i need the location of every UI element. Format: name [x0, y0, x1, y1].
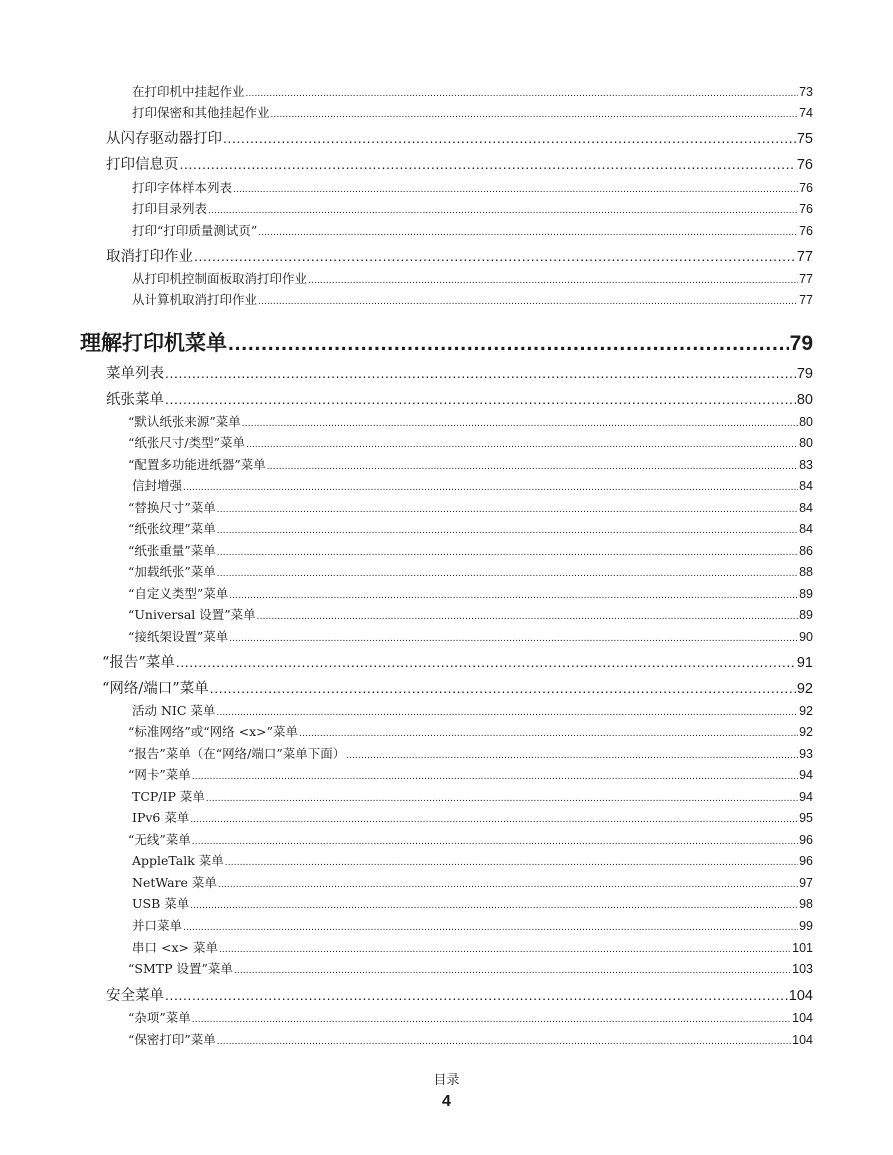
toc-entry-title: 打印目录列表 — [132, 201, 208, 216]
toc-entry-page: 80 — [799, 436, 813, 450]
toc-section-page: 75 — [796, 131, 813, 147]
toc-entry[interactable] — [132, 269, 813, 287]
toc-entry[interactable] — [128, 562, 813, 580]
toc-entry-page: 89 — [799, 587, 813, 601]
toc-entry[interactable] — [128, 722, 813, 740]
toc-entry-title: “默认纸张来源”菜单 — [128, 414, 241, 429]
toc-leader-dots — [229, 633, 798, 644]
toc-entry-page: 92 — [799, 704, 813, 718]
toc-leader-dots — [258, 296, 798, 307]
toc-leader-dots — [192, 771, 798, 782]
toc-entry-page: 98 — [799, 897, 813, 911]
toc-leader-dots — [192, 1014, 791, 1025]
toc-leader-dots — [165, 365, 796, 381]
toc-leader-dots — [192, 836, 798, 847]
toc-entry-page: 94 — [799, 790, 813, 804]
toc-leader-dots — [183, 922, 798, 933]
toc-section-title: 安全菜单 — [106, 988, 164, 1004]
toc-entry[interactable] — [132, 851, 813, 869]
toc-entry[interactable] — [128, 744, 813, 762]
toc-entry-page: 76 — [799, 181, 813, 195]
toc-entry-title: 从打印机控制面板取消打印作业 — [132, 271, 308, 286]
toc-leader-dots — [267, 461, 798, 472]
toc-entry[interactable] — [132, 701, 813, 719]
toc-section-title: 菜单列表 — [106, 366, 164, 382]
toc-entry-title: “替换尺寸”菜单 — [128, 500, 216, 515]
toc-entry-page: 88 — [799, 565, 813, 579]
toc-entry-title: 信封增强 — [132, 478, 183, 493]
toc-section-page: 104 — [788, 988, 813, 1004]
toc-section-page: 77 — [796, 249, 813, 265]
toc-entry-page: 92 — [799, 725, 813, 739]
toc-entry-title: “配置多功能进纸器”菜单 — [128, 457, 266, 472]
toc-entry-title: “纸张尺寸/类型”菜单 — [128, 435, 245, 450]
toc-section-page: 79 — [796, 366, 813, 382]
toc-entry-page: 76 — [799, 202, 813, 216]
toc-section[interactable] — [106, 127, 813, 147]
footer-section-title: 目录 — [433, 1073, 460, 1088]
toc-entry[interactable] — [128, 1030, 813, 1048]
toc-entry-page: 84 — [799, 479, 813, 493]
toc-entry[interactable] — [128, 412, 813, 430]
toc-entry-title: NetWare 菜单 — [132, 875, 217, 890]
toc-entry[interactable] — [132, 808, 813, 826]
toc-section[interactable] — [106, 245, 813, 265]
toc-leader-dots — [190, 900, 798, 911]
toc-leader-dots — [217, 504, 798, 515]
toc-entry[interactable] — [132, 787, 813, 805]
toc-leader-dots — [271, 109, 799, 120]
toc-section[interactable] — [102, 677, 813, 697]
toc-leader-dots — [308, 275, 798, 286]
toc-entry-page: 73 — [799, 85, 813, 99]
toc-entry-page: 99 — [799, 919, 813, 933]
toc-leader-dots — [176, 654, 796, 670]
toc-entry-page: 96 — [799, 833, 813, 847]
toc-entry-page: 104 — [792, 1033, 813, 1047]
toc-section-page: 80 — [796, 392, 813, 408]
toc-leader-dots — [206, 793, 798, 804]
toc-section[interactable] — [102, 651, 813, 671]
toc-entry[interactable] — [132, 476, 813, 494]
toc-entry[interactable] — [128, 765, 813, 783]
toc-leader-dots — [217, 525, 798, 536]
toc-leader-dots — [223, 130, 796, 146]
toc-entry-page: 86 — [799, 544, 813, 558]
toc-leader-dots — [225, 857, 798, 868]
toc-entry-page: 84 — [799, 522, 813, 536]
toc-entry[interactable] — [132, 938, 813, 956]
toc-leader-dots — [190, 814, 798, 825]
toc-section-title: 打印信息页 — [106, 157, 179, 173]
toc-chapter-title: 理解打印机菜单 — [80, 331, 227, 355]
toc-leader-dots — [183, 482, 798, 493]
toc-entry-page: 84 — [799, 501, 813, 515]
toc-leader-dots — [257, 611, 798, 622]
toc-leader-dots — [217, 547, 798, 558]
toc-leader-dots — [219, 944, 791, 955]
toc-entry-title: IPv6 菜单 — [132, 810, 190, 825]
toc-entry-title: 打印保密和其他挂起作业 — [132, 105, 270, 120]
toc-entry[interactable] — [128, 519, 813, 537]
toc-entry[interactable] — [128, 605, 813, 623]
toc-entry-title: “报告”菜单（在“网络/端口”菜单下面） — [128, 746, 346, 761]
toc-section-title: “报告”菜单 — [102, 655, 175, 671]
toc-section-page: 76 — [796, 157, 813, 173]
toc-chapter[interactable] — [80, 327, 813, 357]
toc-entry[interactable] — [128, 584, 813, 602]
toc-entry[interactable] — [132, 916, 813, 934]
toc-section-page: 92 — [796, 681, 813, 697]
toc-leader-dots — [208, 205, 798, 216]
toc-entry-title: “纸张重量”菜单 — [128, 543, 216, 558]
toc-entry[interactable] — [132, 290, 813, 308]
toc-entry-page: 80 — [799, 415, 813, 429]
toc-entry-page: 77 — [799, 293, 813, 307]
toc-entry-title: “网卡”菜单 — [128, 767, 191, 782]
toc-entry[interactable] — [132, 873, 813, 891]
toc-leader-dots — [216, 707, 798, 718]
toc-entry[interactable] — [132, 103, 813, 121]
toc-leader-dots — [299, 728, 798, 739]
toc-section-title: 纸张菜单 — [106, 392, 164, 408]
toc-section[interactable] — [106, 153, 813, 173]
toc-entry[interactable] — [128, 830, 813, 848]
toc-entry-title: “标准网络”或“网络 <x>”菜单 — [128, 724, 299, 739]
toc-entry-page: 101 — [792, 941, 813, 955]
toc-entry-title: “接纸架设置”菜单 — [128, 629, 229, 644]
toc-entry-page: 93 — [799, 747, 813, 761]
toc-entry-title: “无线”菜单 — [128, 832, 191, 847]
toc-entry-title: 从计算机取消打印作业 — [132, 292, 258, 307]
toc-leader-dots — [346, 750, 798, 761]
toc-entry[interactable] — [132, 221, 813, 239]
toc-section[interactable] — [106, 362, 813, 382]
toc-leader-dots — [258, 227, 798, 238]
toc-entry[interactable] — [132, 178, 813, 196]
toc-leader-dots — [229, 590, 798, 601]
toc-section[interactable] — [106, 388, 813, 408]
toc-section-title: “网络/端口”菜单 — [102, 681, 209, 697]
toc-entry[interactable] — [132, 894, 813, 912]
toc-entry[interactable] — [128, 455, 813, 473]
toc-section[interactable] — [106, 984, 813, 1004]
toc-entry[interactable] — [128, 627, 813, 645]
toc-leader-dots — [165, 987, 788, 1003]
toc-entry-title: USB 菜单 — [132, 896, 190, 911]
toc-entry-page: 97 — [799, 876, 813, 890]
toc-entry-title: 打印字体样本列表 — [132, 180, 233, 195]
toc-entry-title: 在打印机中挂起作业 — [132, 84, 245, 99]
toc-leader-dots — [242, 418, 798, 429]
toc-entry-page: 90 — [799, 630, 813, 644]
toc-section-title: 从闪存驱动器打印 — [106, 131, 222, 147]
toc-leader-dots — [165, 391, 796, 407]
toc-entry-title: “Universal 设置”菜单 — [128, 607, 256, 622]
toc-leader-dots — [246, 88, 799, 99]
toc-entry-page: 89 — [799, 608, 813, 622]
toc-entry-page: 94 — [799, 768, 813, 782]
toc-entry[interactable] — [128, 541, 813, 559]
toc-entry-title: “保密打印”菜单 — [128, 1032, 216, 1047]
toc-leader-dots — [217, 1036, 791, 1047]
toc-entry-page: 104 — [792, 1011, 813, 1025]
toc-entry-page: 96 — [799, 854, 813, 868]
toc-leader-dots — [210, 680, 796, 696]
toc-entry-title: “SMTP 设置”菜单 — [128, 961, 233, 976]
toc-leader-dots — [217, 568, 798, 579]
toc-chapter-page: 79 — [789, 332, 813, 355]
toc-entry[interactable] — [128, 1008, 813, 1026]
toc-leader-dots — [218, 879, 798, 890]
toc-entry-title: TCP/IP 菜单 — [132, 789, 205, 804]
toc-entry-title: “加载纸张”菜单 — [128, 564, 216, 579]
toc-entry-title: 打印“打印质量测试页” — [132, 223, 258, 238]
toc-entry-title: “纸张纹理”菜单 — [128, 521, 216, 536]
toc-entry-page: 83 — [799, 458, 813, 472]
toc-entry-page: 74 — [799, 106, 813, 120]
toc-entry-page: 103 — [792, 962, 813, 976]
toc-leader-dots — [180, 156, 796, 172]
toc-section-title: 取消打印作业 — [106, 249, 193, 265]
toc-entry[interactable] — [128, 433, 813, 451]
toc-entry-page: 77 — [799, 272, 813, 286]
toc-entry[interactable] — [128, 959, 813, 977]
toc-leader-dots — [234, 965, 791, 976]
toc-leader-dots — [246, 439, 798, 450]
toc-entry-title: “自定义类型”菜单 — [128, 586, 229, 601]
toc-leader-dots — [233, 184, 798, 195]
footer-page-number: 4 — [442, 1093, 451, 1110]
toc-entry[interactable] — [132, 199, 813, 217]
toc-section-page: 91 — [796, 655, 813, 671]
toc-entry-page: 95 — [799, 811, 813, 825]
toc-entry-title: 并口菜单 — [132, 918, 183, 933]
toc-leader-dots — [228, 332, 789, 356]
toc-entry-title: 串口 <x> 菜单 — [132, 940, 218, 955]
toc-entry-title: AppleTalk 菜单 — [132, 853, 224, 868]
toc-entry-title: 活动 NIC 菜单 — [132, 703, 216, 718]
toc-entry-page: 76 — [799, 224, 813, 238]
toc-leader-dots — [194, 248, 796, 264]
toc-entry[interactable] — [128, 498, 813, 516]
toc-entry-title: “杂项”菜单 — [128, 1010, 191, 1025]
toc-entry[interactable] — [132, 82, 813, 100]
